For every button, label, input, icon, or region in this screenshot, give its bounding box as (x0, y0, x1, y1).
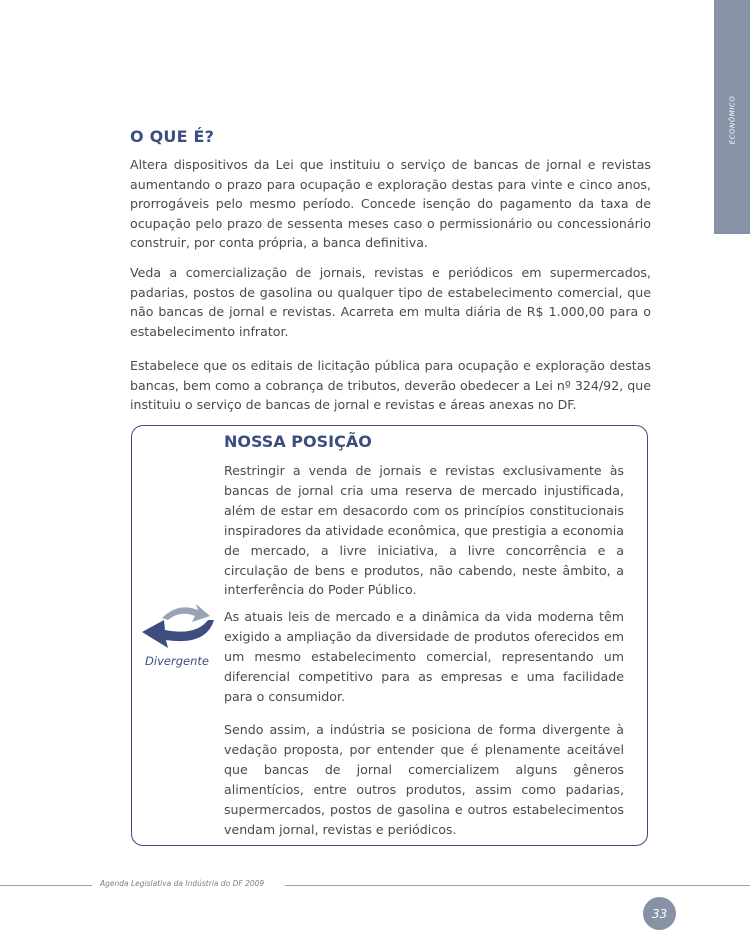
side-tab-label: ECONÔMICO (728, 95, 737, 145)
section-side-tab (714, 0, 750, 234)
section-paragraph-3: Estabelece que os editais de licitação pública para ocupação e exploração destas bancas, bem como a cobrança de tributos, deverão obedecer a Lei nº 324/92, que instituiu o serviço de bancas de jornal e revistas e áreas anexas no DF. (130, 358, 651, 413)
stance-label: Divergente (145, 654, 209, 668)
section-paragraph-2: Veda a comercialização de jornais, revistas e periódicos em supermercados, padarias, postos de gasolina ou qualquer tipo de estabelecimento comercial, que não bancas de jornal e revistas. Acarreta em multa diária de R$ 1.000,00 para o estabelecimento infrator. (130, 265, 651, 339)
page-number: 33 (643, 897, 676, 930)
footer-rule-left (0, 885, 92, 886)
footer-text: Agenda Legislativa da Indústria do DF 2009 (100, 879, 265, 888)
section-paragraph-1: Altera dispositivos da Lei que instituiu o serviço de bancas de jornal e revistas aumentando o prazo para ocupação e exploração destas para vinte e cinco anos, prorrogáveis pelo mesmo período. Concede isenção do pagamento da taxa de ocupação pelo prazo de sessenta meses caso o permissionário ou concessionário construir, por conta própria, a banca definitiva. (130, 157, 651, 251)
position-title: NOSSA POSIÇÃO (224, 432, 372, 451)
footer-rule-right (285, 885, 750, 886)
divergent-arrows-icon (138, 598, 216, 654)
position-paragraph-3: Sendo assim, a indústria se posiciona de forma divergente à vedação proposta, por entender que é plenamente aceitável que bancas de jornal comercializem alguns gêneros alimentícios, entre outros produtos, assim como padarias, supermercados, postos de gasolina e outros estabelecimentos vendam jornal, revistas e periódicos. (224, 722, 624, 837)
section-title: O QUE É? (130, 127, 215, 146)
position-paragraph-2: As atuais leis de mercado e a dinâmica da vida moderna têm exigido a ampliação da diversidade de produtos oferecidos em um mesmo estabelecimento comercial, representando um diferencial competitivo para as empresas e uma facilidade para o consumidor. (224, 609, 624, 704)
position-paragraph-1: Restringir a venda de jornais e revistas exclusivamente às bancas de jornal cria uma reserva de mercado injustificada, além de estar em desacordo com os princípios constitucionais inspiradores da atividade econômica, que prestigia a economia de mercado, a livre iniciativa, a livre concorrência e a circulação de bens e produtos, não cabendo, neste âmbito, a interferência do Poder Público. (224, 463, 624, 598)
